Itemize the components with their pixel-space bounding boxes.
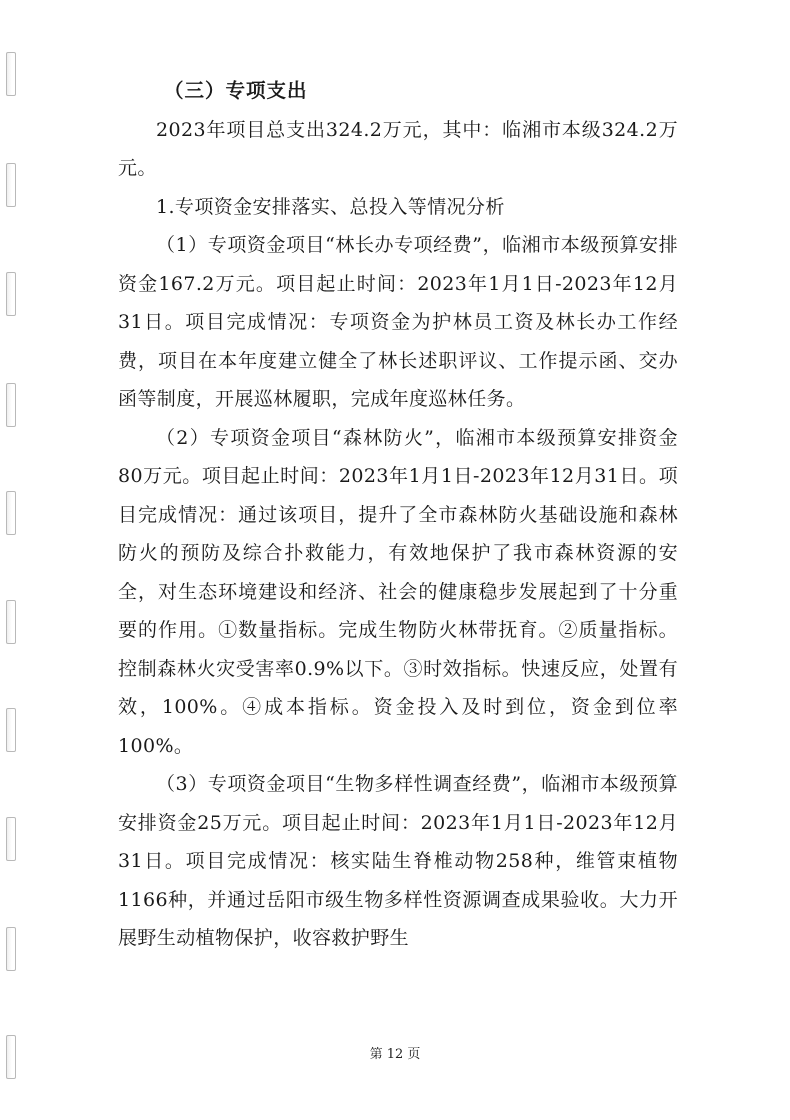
binding-hole-mark <box>6 817 16 861</box>
binding-hole-mark <box>6 383 16 427</box>
binding-hole-mark <box>6 600 16 644</box>
binding-hole-mark <box>6 708 16 752</box>
subsection-title: 1.专项资金安排落实、总投入等情况分析 <box>156 195 505 218</box>
page-number: 第 12 页 <box>369 1047 421 1062</box>
binding-hole-mark <box>6 927 16 971</box>
binding-hole-mark <box>6 272 16 316</box>
binding-hole-mark <box>6 491 16 535</box>
document-body <box>118 72 678 958</box>
binding-hole-mark <box>6 163 16 207</box>
project-paragraph-biodiversity: （3）专项资金项目“生物多样性调查经费”，临湘市本级预算安排资金25万元。项目起止时间：2023年1月1日-2023年12月31日。项目完成情况：核实陆生脊椎动物258种，维管束植物1166种，并通过岳阳市级生物多样性资源调查成果验收。大力开展野生动植物保护，收容救护野生 <box>118 773 678 949</box>
project-paragraph-fire-prevention: （2）专项资金项目“森林防火”，临湘市本级预算安排资金80万元。项目起止时间：2023年1月1日-2023年12月31日。项目完成情况：通过该项目，提升了全市森林防火基础设施和森林防火的预防及综合扑救能力，有效地保护了我市森林资源的安全，对生态环境建设和经济、社会的健康稳步发展起到了十分重要的作用。①数量指标。完成生物防火林带抚育。②质量指标。控制森林火灾受害率0.9%以下。③时效指标。快速反应，处置有效，100%。④成本指标。资金投入及时到位，资金到位率100%。 <box>118 426 678 757</box>
binding-hole-mark <box>6 52 16 96</box>
project-paragraph-forest-chief: （1）专项资金项目“林长办专项经费”，临湘市本级预算安排资金167.2万元。项目起止时间：2023年1月1日-2023年12月31日。项目完成情况：专项资金为护林员工资及林长办工作经费，项目在本年度建立健全了林长述职评议、工作提示函、交办函等制度，开展巡林履职，完成年度巡林任务。 <box>118 234 678 410</box>
section-heading: （三）专项支出 <box>164 79 308 102</box>
summary-paragraph: 2023年项目总支出324.2万元，其中：临湘市本级324.2万元。 <box>118 118 678 179</box>
